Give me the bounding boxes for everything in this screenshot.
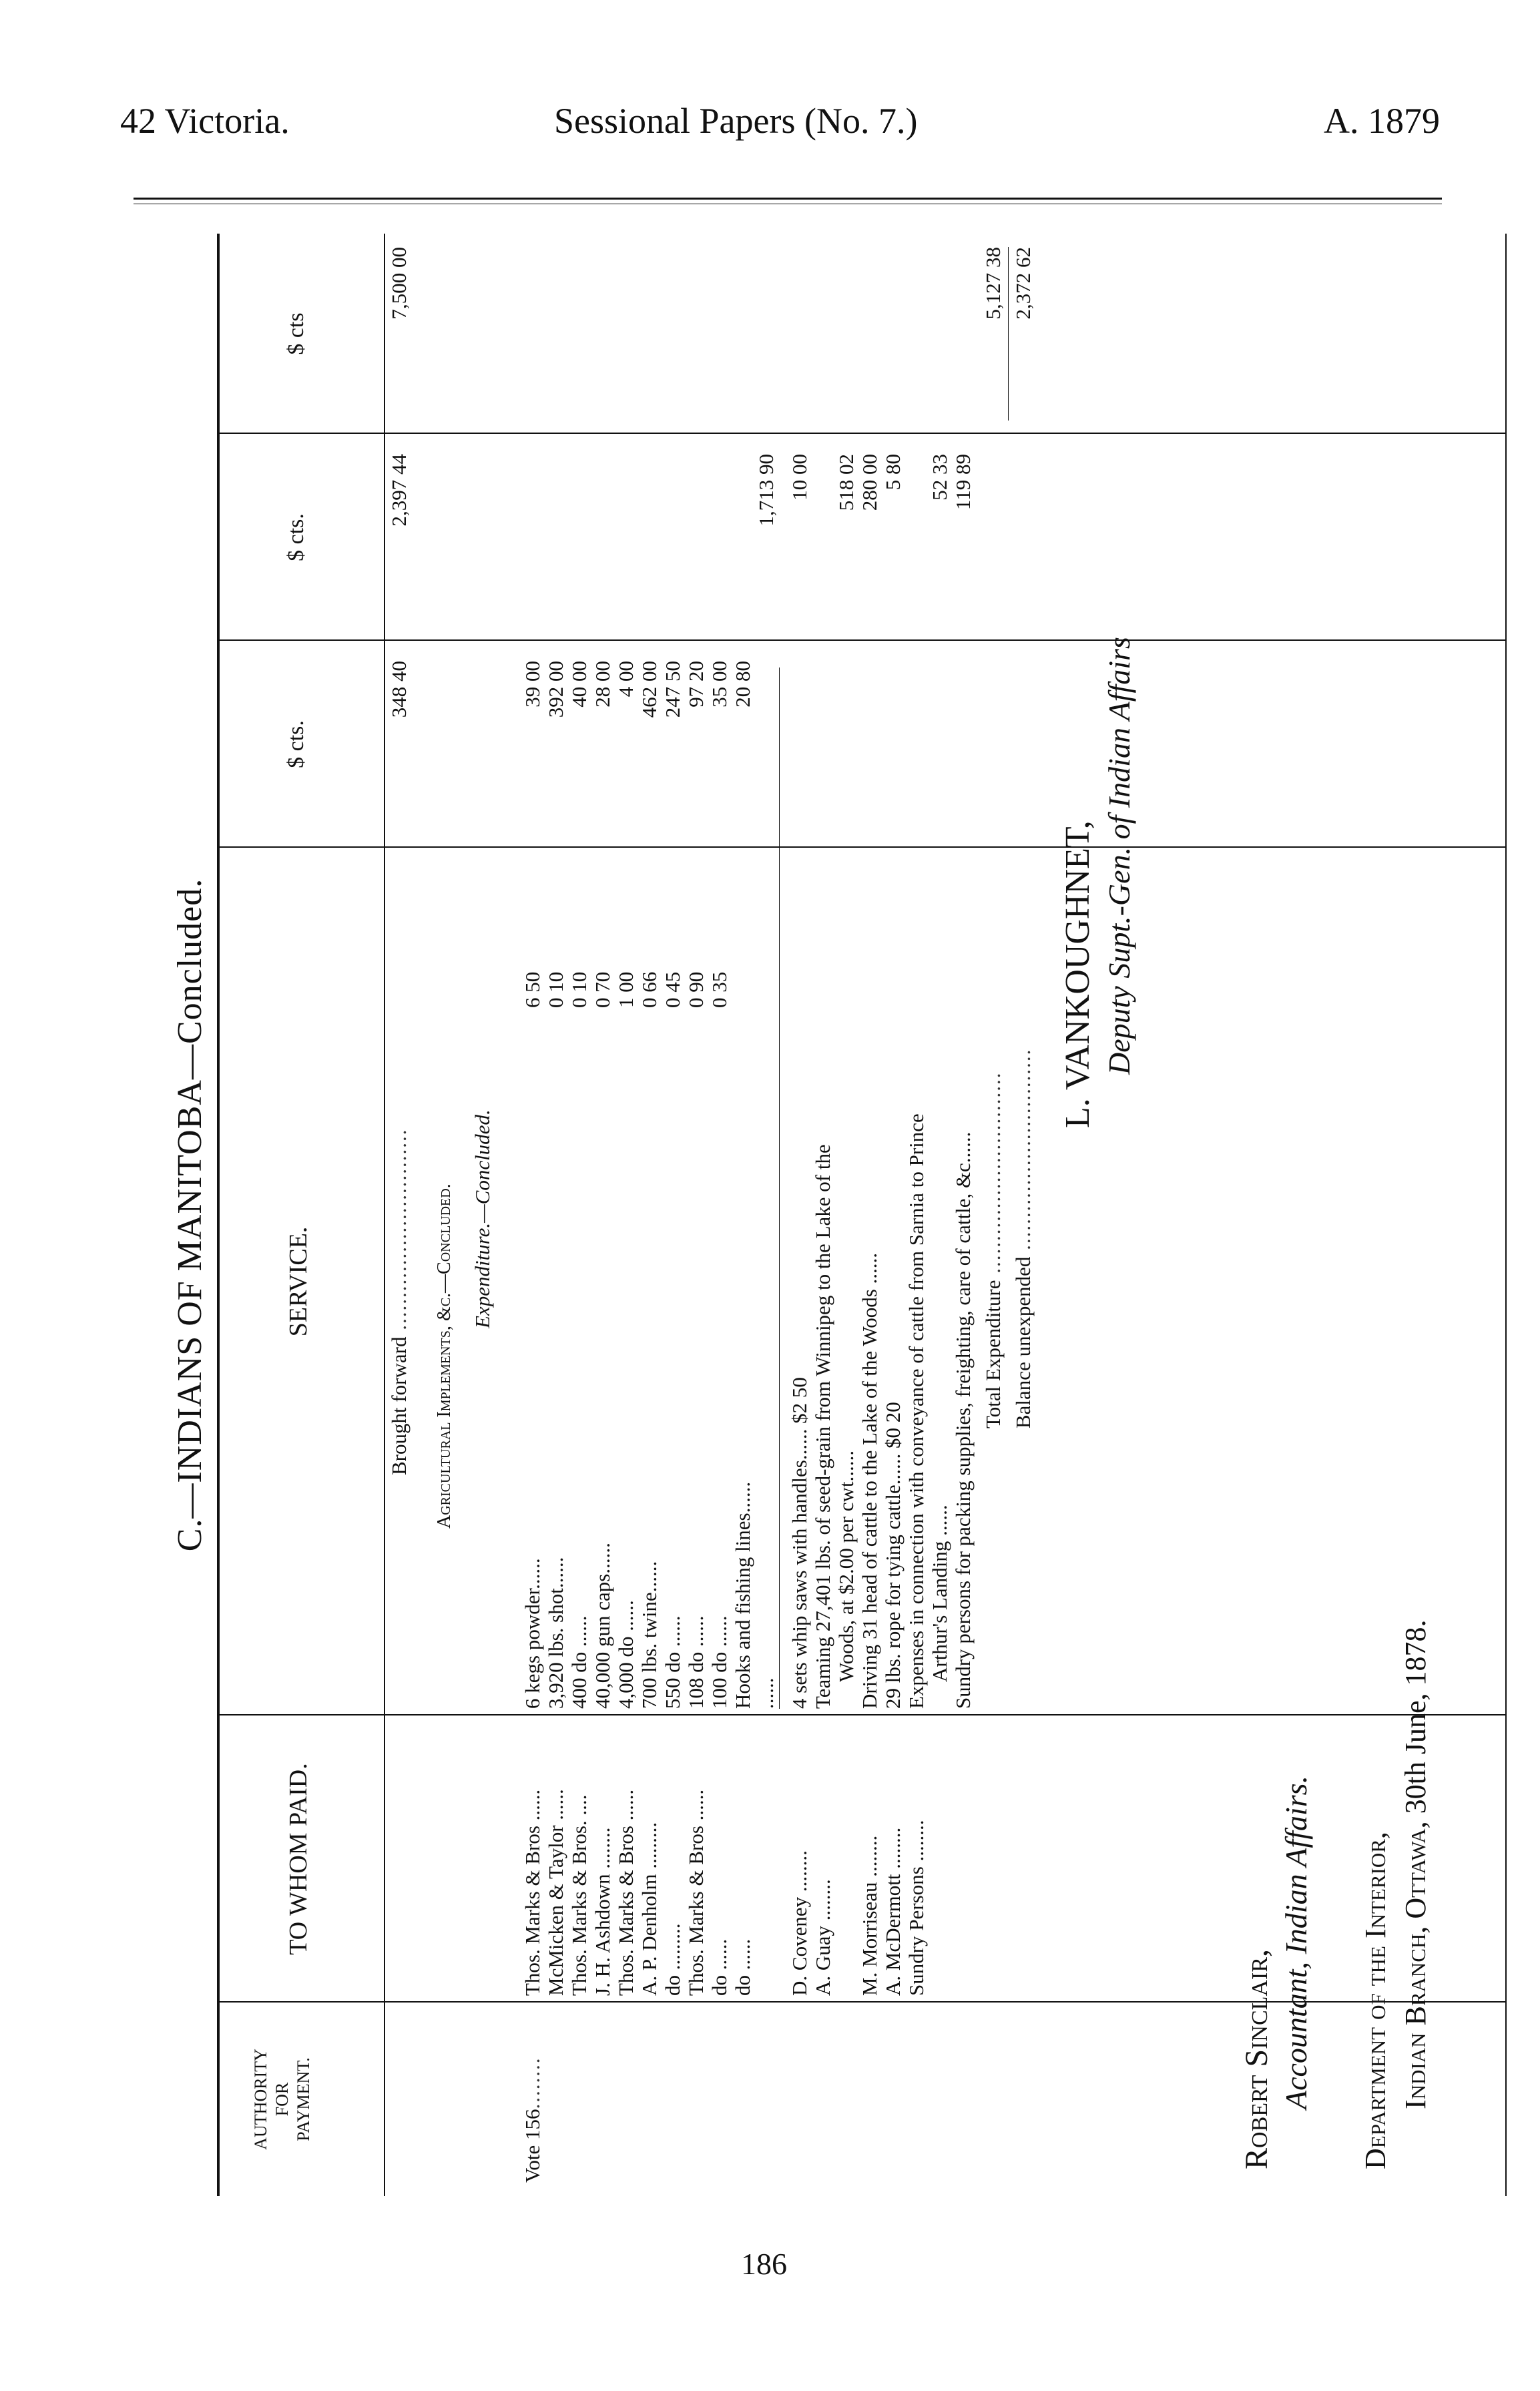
row-payee: Thos. Marks & Bros. .... <box>567 1794 591 1996</box>
table-bottom-rule <box>1505 234 1507 2196</box>
row-payee: Thos. Marks & Bros ...... <box>521 1789 544 1996</box>
brought-forward-text: Brought forward <box>387 1336 411 1475</box>
row-service: Sundry persons for packing supplies, freighting, care of cattle, &c...... <box>951 1131 975 1709</box>
row-rate: 0 45 <box>661 971 684 1008</box>
row-service-cont: Arthur's Landing ...... <box>928 1505 951 1682</box>
row-rate: 1 00 <box>614 971 637 1008</box>
row-payee: M. Morriseau ........ <box>858 1835 881 1996</box>
row-amount: 39 00 <box>521 661 544 708</box>
total-rule <box>1008 247 1009 421</box>
row-amount: 119 89 <box>951 454 975 511</box>
branch-date-line <box>1398 1619 1433 2109</box>
row-payee: do ...... <box>708 1938 731 1996</box>
row-payee: Sundry Persons ........ <box>905 1820 928 1996</box>
row-payee: do ...... <box>731 1938 754 1996</box>
row-service: 700 lbs. twine...... <box>637 1561 661 1709</box>
signature-accountant-name: Robert Sinclair, <box>1239 1949 1274 2169</box>
col-head-paid: TO WHOM PAID. <box>284 1763 312 1955</box>
row-rate: 0 10 <box>567 971 591 1008</box>
section-subheading: Expenditure.—Concluded. <box>471 1109 494 1328</box>
row-amount: 5 80 <box>881 454 905 491</box>
col-head-authority <box>250 2009 314 2189</box>
row-service: 40,000 gun caps...... <box>591 1543 614 1709</box>
header-year: A. 1879 <box>1324 101 1440 141</box>
row-rate: 0 70 <box>591 971 614 1008</box>
brought-forward-amount2: 2,397 44 <box>387 454 411 527</box>
header-bottom-rule <box>384 234 385 2196</box>
date-text: 30th June, 1878. <box>1399 1619 1432 1814</box>
row-rate: 0 66 <box>637 971 661 1008</box>
row-rate: 0 10 <box>544 971 567 1008</box>
row-payee: A. McDermott ........ <box>881 1827 905 1996</box>
row-service: 4 sets whip saws with handles...... $2 50 <box>788 1377 811 1709</box>
row-amount: 20 80 <box>731 661 754 708</box>
row-amount: 35 00 <box>708 661 731 708</box>
row-service: Expenses in connection with conveyance of cattle from Sarnia to Prince <box>905 1113 928 1709</box>
table-title: C.—INDIANS OF MANITOBA—Concluded. <box>171 878 209 1552</box>
col-sep-3 <box>217 846 1505 848</box>
row-rate: 6 50 <box>521 971 544 1008</box>
col-sep-2 <box>217 1714 1505 1715</box>
row-amount: 40 00 <box>567 661 591 708</box>
row-service: Hooks and fishing lines...... <box>731 1481 754 1709</box>
signature-accountant-title: Accountant, Indian Affairs. <box>1279 1775 1313 2109</box>
signature-deputy-name: L. VANKOUGHNET, <box>1059 820 1097 1128</box>
header-rule <box>134 198 1442 200</box>
balance-text: Balance unexpended <box>1011 1256 1035 1428</box>
department-line: Department of the Interior, <box>1359 1832 1392 2169</box>
table-top-rule <box>217 234 220 2196</box>
row-payee: Thos. Marks & Bros ...... <box>614 1789 637 1996</box>
row-amount: 4 00 <box>614 661 637 698</box>
brought-forward-amount3: 7,500 00 <box>387 247 411 320</box>
signature-deputy-title: Deputy Supt.-Gen. of Indian Affairs <box>1102 637 1136 1075</box>
row-amount: 28 00 <box>591 661 614 708</box>
row-service: 4,000 do ...... <box>614 1600 637 1709</box>
row-service: 100 do ...... <box>708 1615 731 1709</box>
row-rate: 0 35 <box>708 971 731 1008</box>
row-payee: A. Guay ........ <box>811 1879 834 1996</box>
col-head-service: SERVICE. <box>284 1226 312 1337</box>
row-service: 6 kegs powder...... <box>521 1558 544 1709</box>
vote-label: Vote 156........ <box>521 2057 544 2183</box>
header-title: Sessional Papers (No. 7.) <box>554 101 918 141</box>
row-service: 29 lbs. rope for tying cattle...... $0 20 <box>881 1402 905 1709</box>
row-amount: 97 20 <box>684 661 708 708</box>
total-expenditure-label: Total Expenditure ............................... <box>981 1071 1005 1428</box>
brought-forward-label: Brought forward ............................... <box>387 1128 411 1475</box>
row-service: 550 do ...... <box>661 1615 684 1709</box>
row-amount: 52 33 <box>928 454 951 501</box>
col-head-amount2: $ cts. <box>284 513 308 561</box>
row-payee: McMicken & Taylor ...... <box>544 1789 567 1996</box>
total-expenditure-text: Total Expenditure <box>981 1280 1005 1428</box>
row-payee: do ......... <box>661 1923 684 1996</box>
col-head-authority-l2: FOR <box>272 2082 292 2117</box>
row-amount: 247 50 <box>661 661 684 718</box>
brought-forward-amount1: 348 40 <box>387 661 411 718</box>
row-payee: D. Coveney ........ <box>788 1850 811 1996</box>
col-sep-4 <box>217 639 1505 641</box>
row-service-cont: Woods, at $2.00 per cwt...... <box>834 1450 858 1682</box>
page-number: 186 <box>741 2247 787 2281</box>
row-service: 3,920 lbs. shot...... <box>544 1557 567 1709</box>
row-amount: 10 00 <box>788 454 811 501</box>
col-sep-5 <box>217 433 1505 434</box>
vote-text: Vote 156 <box>521 2109 544 2183</box>
col-head-amount1: $ cts. <box>284 720 308 768</box>
row-service: Teaming 27,401 lbs. of seed-grain from Winnipeg to the Lake of the <box>811 1144 834 1709</box>
subtotal-group-1: 1,713 90 <box>754 454 778 527</box>
row-rate: 0 90 <box>684 971 708 1008</box>
col-head-authority-l3: PAYMENT. <box>294 2057 313 2141</box>
row-payee: J. H. Ashdown ........ <box>591 1827 614 1996</box>
row-amount: 518 02 <box>834 454 858 511</box>
col-head-amount3: $ cts <box>284 312 308 355</box>
row-service: 400 do ...... <box>567 1615 591 1709</box>
row-amount: 280 00 <box>858 454 881 511</box>
row-service: Driving 31 head of cattle to the Lake of the Woods ...... <box>858 1252 881 1709</box>
section-heading: Agricultural Implements, &c.—Concluded. <box>434 1183 455 1529</box>
col-head-authority-l1: AUTHORITY <box>251 2049 270 2150</box>
row-service: ...... <box>754 1677 778 1709</box>
row-service: 108 do ...... <box>684 1615 708 1709</box>
row-amount: 462 00 <box>637 661 661 718</box>
balance-label: Balance unexpended ............................... <box>1011 1048 1035 1428</box>
header-session: 42 Victoria. <box>120 101 290 141</box>
row-payee: Thos. Marks & Bros ...... <box>684 1789 708 1996</box>
total-expenditure-amount: 5,127 38 <box>981 247 1005 320</box>
branch-text: Indian Branch, Ottawa, <box>1399 1814 1432 2109</box>
balance-amount: 2,372 62 <box>1011 247 1035 320</box>
row-payee: A. P. Denholm ......... <box>637 1822 661 1996</box>
rotated-table-region <box>170 234 1519 2196</box>
row-amount: 392 00 <box>544 661 567 718</box>
group-divider <box>779 668 780 1709</box>
